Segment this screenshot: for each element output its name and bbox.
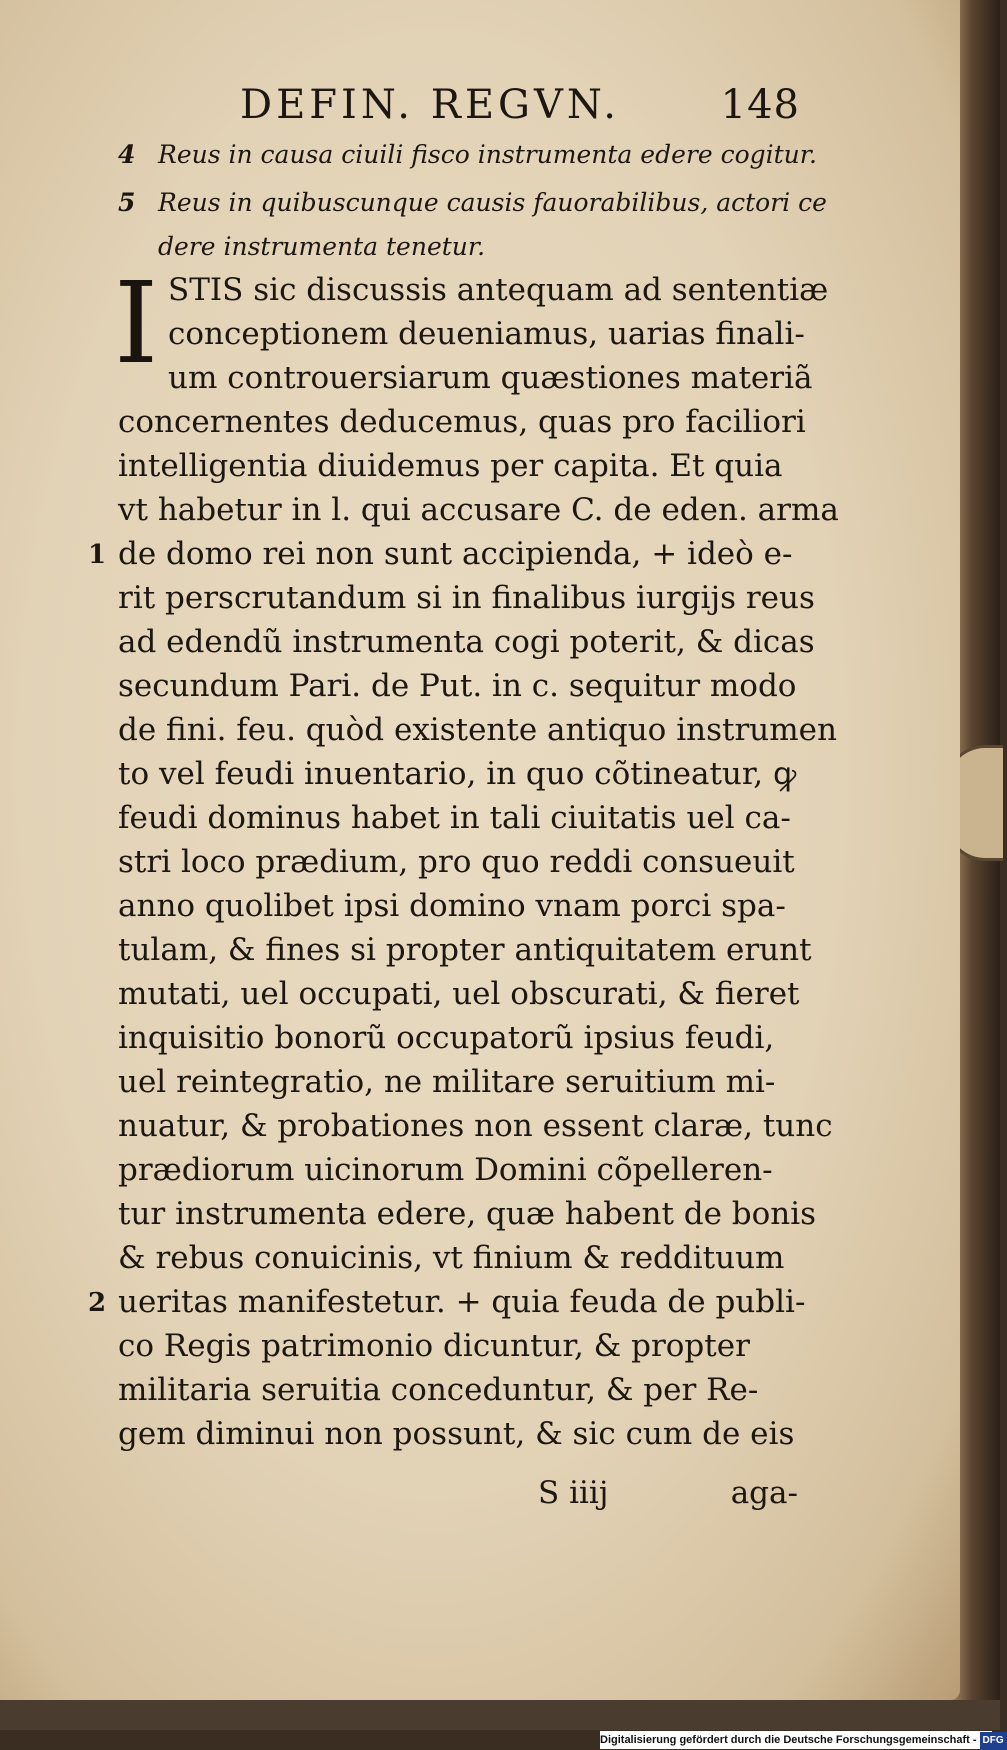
text-line: gem diminui non possunt, & sic cum de eis [118,1416,795,1452]
text-line: anno quolibet ipsi domino vnam porci spa- [118,888,786,924]
text-line: uel reintegratio, ne militare seruitium mi- [118,1064,776,1100]
text-line: de fini. feu. quòd existente antiquo instrumen [118,712,837,748]
summary-text: Reus in causa ciuili fisco instrumenta edere cogitur. [158,140,817,169]
text-line: & rebus conuicinis, vt finium & reddituum [118,1240,785,1276]
text-line: ad edendũ instrumenta cogi poterit, & dicas [118,624,815,660]
text-line: inquisitio bonorũ occupatorũ ipsius feudi, [118,1020,775,1056]
text-line: STIS sic discussis antequam ad sententiæ [168,272,829,308]
text-line: stri loco prædium, pro quo reddi consueuit [118,844,795,880]
page-number: 148 [720,82,800,128]
text-line: mutati, uel occupati, uel obscurati, & fieret [118,976,800,1012]
catchword: aga- [730,1475,798,1511]
text-line: secundum Pari. de Put. in c. sequitur modo [118,668,797,704]
text-line: conceptionem deueniamus, uarias finali- [168,316,805,352]
text-line: militaria seruitia conceduntur, & per Re- [118,1372,759,1408]
summary-number: 4 [118,140,136,169]
digitization-credit [600,1731,1004,1749]
text-line: nuatur, & probationes non essent claræ, tunc [118,1108,833,1144]
page-shadow [0,1700,1000,1730]
text-line: tulam, & fines si propter antiquitatem erunt [118,932,812,968]
summary-text: dere instrumenta tenetur. [158,232,486,261]
margin-number: 2 [88,1288,107,1318]
dfg-logo: DFG [980,1732,1007,1750]
text-line: concernentes deducemus, quas pro faciliori [118,404,806,440]
text-line: intelligentia diuidemus per capita. Et quia [118,448,783,484]
text-line: rit perscrutandum si in finalibus iurgijs reus [118,580,815,616]
credit-text: Digitalisierung gefördert durch die Deutsche Forschungsgemeinschaft - [600,1734,977,1746]
text-line: tur instrumenta edere, quæ habent de bonis [118,1196,817,1232]
running-head-title: DEFIN. REGVN. [240,82,621,128]
running-head [240,82,800,142]
text-line: prædiorum uicinorum Domini cõpelleren- [118,1152,773,1188]
text-line: feudi dominus habet in tali ciuitatis uel ca- [118,800,791,836]
text-line: um controuersiarum quæstiones materiã [168,360,813,396]
summary-number: 5 [118,188,136,217]
text-line: to vel feudi inuentario, in quo cõtineatur, ꝙ [118,756,797,792]
page-footer [118,1475,798,1519]
drop-capital: I [114,259,159,389]
summary-text: Reus in quibuscunque causis fauorabilibus, actori ce [158,188,827,217]
text-line: de domo rei non sunt accipienda, + ideò e- [118,536,793,572]
text-line: ueritas manifestetur. + quia feuda de publi- [118,1284,806,1320]
text-line: co Regis patrimonio dicuntur, & propter [118,1328,750,1364]
margin-number: 1 [88,540,107,570]
text-line: vt habetur in l. qui accusare C. de eden. arma [118,492,839,528]
signature-mark: S iiij [538,1475,609,1511]
